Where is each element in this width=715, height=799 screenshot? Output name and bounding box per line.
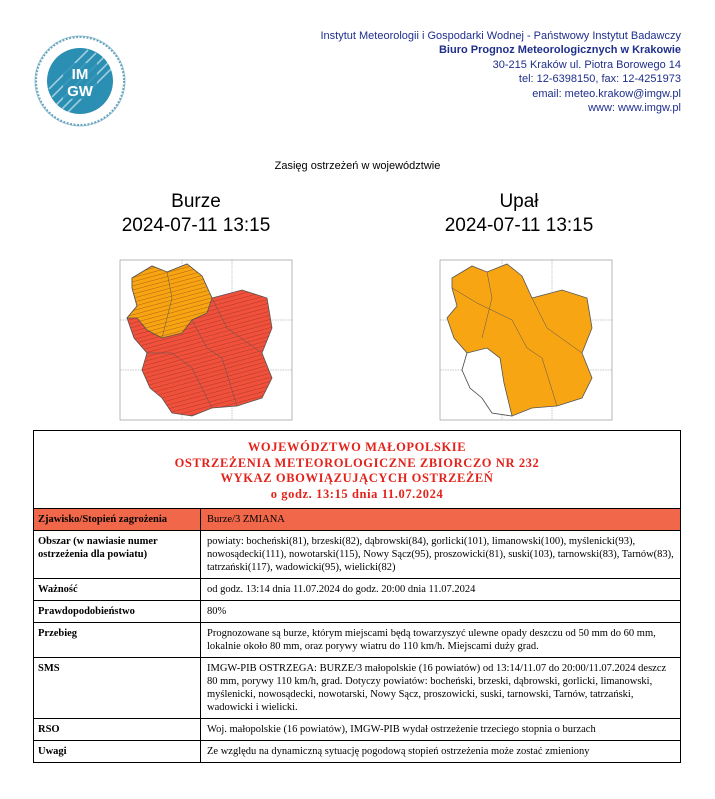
row-label: Zjawisko/Stopień zagrożenia — [34, 509, 201, 530]
office-name: Biuro Prognoz Meteorologicznych w Krakowie — [438, 44, 681, 57]
row-label: Przebieg — [34, 623, 201, 657]
table-row — [34, 741, 680, 762]
row-label: Ważność — [34, 579, 201, 600]
institute-name: Instytut Meteorologii i Gospodarki Wodnej - Państwowy Instytut Badawczy — [320, 30, 681, 42]
warning-title — [34, 431, 680, 509]
table-row — [34, 719, 680, 741]
warning-table — [33, 430, 681, 763]
institute-phone: tel: 12-6398150, fax: 12-4251973 — [518, 73, 681, 86]
warning-number: OSTRZEŻENIA METEOROLOGICZNE ZBIORCZO NR 232 — [174, 455, 540, 470]
row-value: Prognozowane są burze, którym miejscami będą towarzyszyć ulewne opady deszczu od 50 mm do 60 mm, lokalnie około 80 mm, oraz porywy wiatru do 110 km/h. Miejscami duży grad. — [207, 628, 656, 652]
table-row — [34, 658, 680, 719]
row-label: RSO — [34, 719, 201, 740]
warning-list-title: WYKAZ OBOWIĄZUJĄCYCH OSTRZEŻEŃ — [220, 471, 494, 485]
row-label: Uwagi — [34, 741, 201, 762]
table-row — [34, 579, 680, 601]
warning-region: WOJEWÓDZTWO MAŁOPOLSKIE — [247, 440, 467, 454]
row-value: Woj. małopolskie (16 powiatów), IMGW-PIB wydał ostrzeżenie trzeciego stopnia o burzach — [207, 724, 596, 735]
row-value: od godz. 13:14 dnia 11.07.2024 do godz. 20:00 dnia 11.07.2024 — [207, 584, 476, 595]
institute-address: 30-215 Kraków ul. Piotra Borowego 14 — [492, 58, 681, 71]
map-storms — [112, 258, 297, 426]
map-datetime: 2024-07-11 13:15 — [444, 215, 594, 236]
page-subtitle: Zasięg ostrzeżeń w województwie — [274, 160, 441, 172]
table-row — [34, 601, 680, 623]
map-phenomenon: Upał — [499, 191, 539, 212]
table-row — [34, 509, 680, 531]
table-row — [34, 623, 680, 658]
row-label: Prawdopodobieństwo — [34, 601, 201, 622]
map-datetime: 2024-07-11 13:15 — [121, 215, 271, 236]
institute-header — [320, 29, 681, 115]
logo-text-top: IM — [71, 66, 89, 83]
map-heat — [432, 258, 617, 426]
warning-time: o godz. 13:15 dnia 11.07.2024 — [270, 486, 444, 501]
row-value: IMGW-PIB OSTRZEGA: BURZE/3 małopolskie (16 powiatów) od 13:14/11.07 do 20:00/11.07.2024 deszcz 80 mm, porywy 110 km/h, grad. Dotyczy powiatów: bocheński, brzeski, dąbrowski, gorlicki, limanowski, myślenicki, nowosądecki, nowotarski, Nowy Sącz, proszowicki, suski, tarnowski, Tarnów, tatrzański, wadowicki i wielicki. — [207, 663, 667, 713]
logo-text-bottom: GW — [67, 83, 93, 100]
row-value: powiaty: bocheński(81), brzeski(82), dąbrowski(84), gorlicki(101), limanowski(100), myślenicki(93), nowosądecki(111), nowotarski(115), Nowy Sącz(95), proszowicki(81), suski(103), tarnowski(83), Tarnów(83), tatrzański(117), wadowicki(95), wielicki(82) — [207, 536, 674, 573]
map-heading-heat — [409, 190, 629, 238]
row-label: SMS — [34, 658, 201, 718]
imgw-logo — [34, 35, 126, 127]
institute-email[interactable]: email: meteo.krakow@imgw.pl — [532, 87, 681, 100]
map-heading-storms — [86, 190, 306, 238]
row-label: Obszar (w nawiasie numer ostrzeżenia dla powiatu) — [34, 531, 201, 578]
map-phenomenon: Burze — [171, 191, 221, 212]
table-row — [34, 531, 680, 579]
row-value: 80% — [207, 606, 227, 617]
row-value: Ze względu na dynamiczną sytuację pogodową stopień ostrzeżenia może zostać zmieniony — [207, 746, 590, 757]
row-value: Burze/3 ZMIANA — [207, 514, 285, 525]
institute-www[interactable]: www: www.imgw.pl — [588, 102, 681, 115]
